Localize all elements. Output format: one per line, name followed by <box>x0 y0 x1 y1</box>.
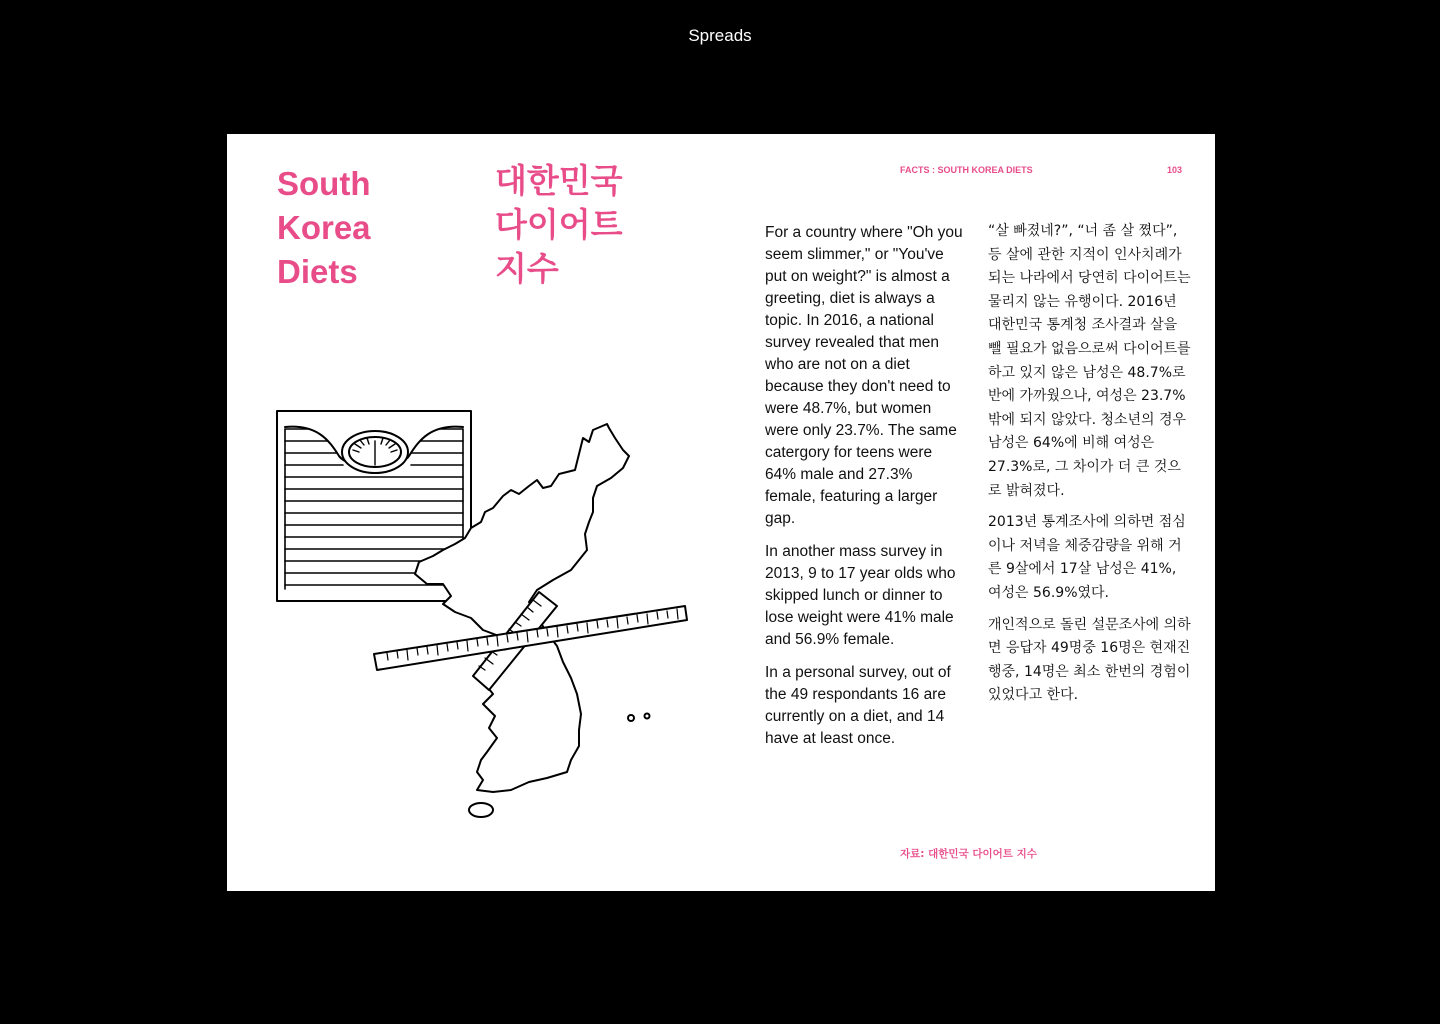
korean-paragraph: 2013년 통계조사에 의하면 점심이나 저녁을 체중감량을 위해 거른 9살에서 17살 남성은 41%, 여성은 56.9%였다. <box>988 514 1186 601</box>
title-en-line: Korea <box>277 209 371 246</box>
title-en-line: South <box>277 165 371 202</box>
title-ko-line: 대한민국 <box>495 161 623 200</box>
page-number: 103 <box>1167 165 1183 175</box>
korean-paragraph: 개인적으로 돌린 설문조사에 의하면 응답자 49명중 16명은 현재진행중, 14명은 최소 한번의 경험이 있었다고 한다. <box>988 616 1191 704</box>
english-paragraph: For a country where "Oh you seem slimmer," or "You've put on weight?" is almost a greeting, diet is always a topic. In 2016, a national survey revealed that men who are not on a diet because they don't need to were 48.7%, but women were only 23.7%. The same catergory for teens were 64% male and 27.3% female, featuring a larger gap. <box>765 224 963 527</box>
title-ko-line: 지수 <box>495 249 559 288</box>
running-head: FACTS : SOUTH KOREA DIETS <box>900 165 1033 175</box>
english-paragraph: In a personal survey, out of the 49 respondants 16 are currently on a diet, and 14 have at least once. <box>765 664 951 747</box>
magazine-spread <box>227 134 1215 891</box>
korean-paragraph: “살 빠졌네?”, “너 좀 살 쪘다”, 등 살에 관한 지적이 인사치례가 되는 나라에서 당연히 다이어트는 물리지 않는 유행이다. 2016년 대한민국 통계청 조사결과 살을 뺄 필요가 없음으로써 다이어트를 하고 있지 않은 남성은 48.7%로 반에 가까웠으나, 여성은 23.7%밖에 되지 않았다. 청소년의 경우 남성은 64%에 비해 여성은 27.3%로, 그 차이가 더 큰 것으로 밝혀졌다. <box>988 223 1191 499</box>
source-credit: 자료: 대한민국 다이어트 지수 <box>900 848 1037 860</box>
english-paragraph: In another mass survey in 2013, 9 to 17 year olds who skipped lunch or dinner to lose weight were 41% male and 56.9% female. <box>765 543 956 648</box>
title-english <box>277 162 371 294</box>
page-label: Spreads <box>688 26 752 45</box>
title-en-line: Diets <box>277 253 358 290</box>
title-korean <box>495 159 623 291</box>
english-column <box>765 222 967 761</box>
diet-illustration <box>267 394 707 834</box>
korean-column <box>988 220 1194 716</box>
title-ko-line: 다이어트 <box>495 205 623 244</box>
